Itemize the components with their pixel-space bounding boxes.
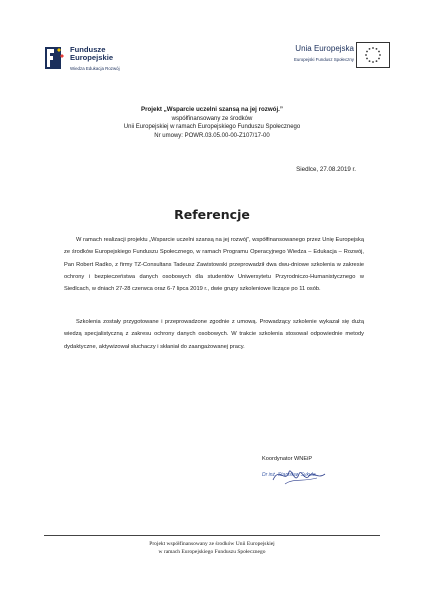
project-contract-number: Nr umowy: POWR.03.05.00-00-Z107/17-00 (154, 132, 270, 139)
body-paragraph-1: W ramach realizacji projektu „Wsparcie uczelni szansą na jej rozwój”, współfinansowanego przez Unię Europejską ze środków Europejskiego Funduszu Społecznego, w ramach Programu Operacyjnego Wiedza – Edukacja – Rozwój, Pan Robert Radko, z firmy TZ-Consultans Tadeusz Zawistowski przeprowadził dwa dwu-dniowe szkolenia w zakresie ochrony i bezpieczeństwa danych osobowych dla studentów Uniwersytetu Przyrodniczo-Humanistycznego w Siedlcach, w dniach 27-28 czerwca oraz 6-7 lipca 2019 r., dwie grupy szkoleniowe liczące po 11 osób. (64, 237, 364, 293)
document-heading: Referencje (174, 207, 250, 222)
project-program: Unii Europejskiej w ramach Europejskiego Funduszu Społecznego (123, 124, 301, 130)
eu-logo-title: Unia Europejska (295, 44, 354, 53)
project-info (0, 106, 424, 140)
fundusze-europejskie-logo (42, 44, 172, 80)
footer-divider (44, 535, 380, 536)
eu-logo (234, 42, 390, 78)
body-paragraph-2: Szkolenia zostały przygotowane i przeprowadzone zgodnie z umową. Prowadzący szkolenie wykazał się dużą wiedzą specjalistyczną z zakresu ochrony danych osobowych. W trakcie szkolenia stosował odpowiednie metody dydaktyczne, aktywizował słuchaczy i skłaniał do zaangażowanej pracy. (64, 319, 364, 350)
fe-logo-line1: Fundusze (70, 45, 106, 54)
fundusze-europejskie-emblem-icon (42, 44, 68, 74)
document-date: Siedlce, 27.08.2019 r. (296, 166, 356, 173)
signatory-name-stamp: Dr inż. Stanisław Sykuła (262, 472, 316, 478)
handwritten-signature (255, 462, 335, 488)
fe-logo-line2: Europejskie (70, 53, 114, 63)
eu-flag-icon (356, 42, 390, 68)
fe-logo-text (70, 46, 113, 63)
project-cofinanced: współfinansowany ze środków (171, 115, 253, 122)
project-title: Projekt „Wsparcie uczelni szansą na jej rozwój.” (140, 106, 283, 113)
fe-logo-sub: Wiedza Edukacja Rozwój (70, 66, 120, 71)
footer (0, 540, 424, 556)
signatory-role: Koordynator WNEiP (262, 456, 313, 462)
eu-logo-sub: Europejski Fundusz Społeczny (293, 57, 354, 62)
footer-line-1: Projekt współfinansowany ze środków Unii Europejskiej (149, 541, 275, 547)
footer-line-2: w ramach Europejskiego Funduszu Społecznego (158, 549, 266, 556)
